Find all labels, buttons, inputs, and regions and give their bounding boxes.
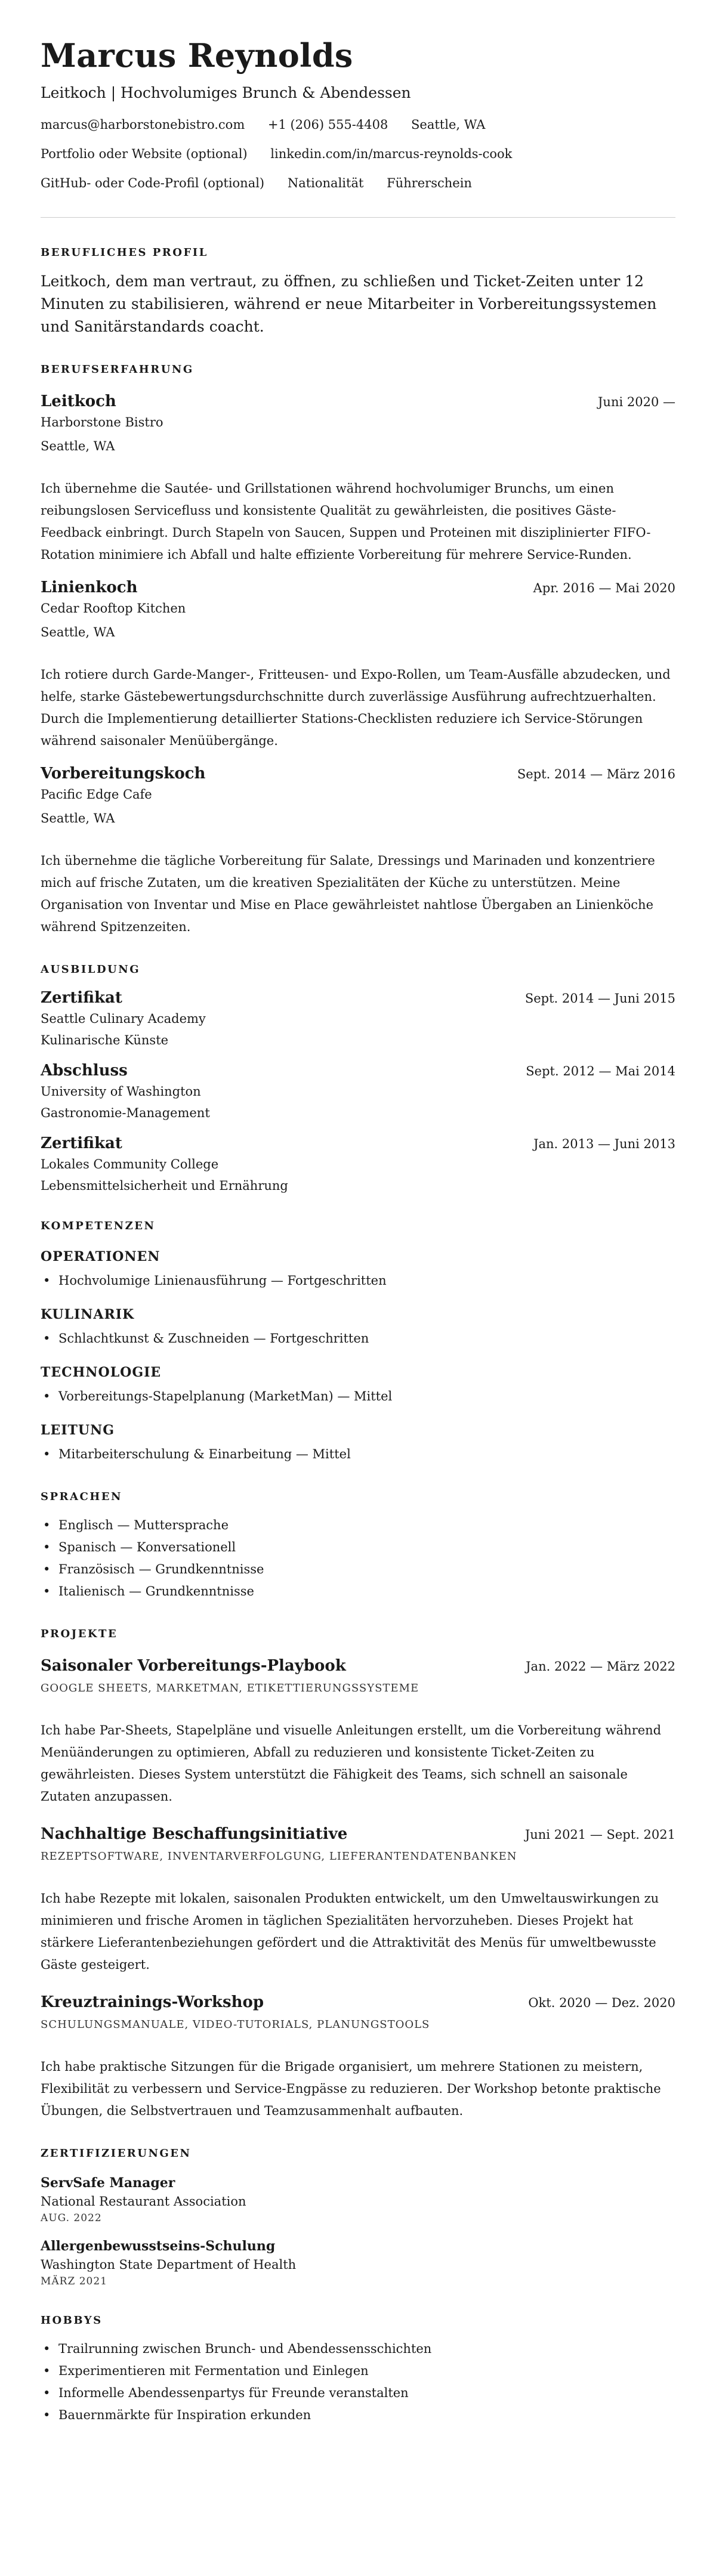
hobby-item: • Experimentieren mit Fermentation und Einlegen — [41, 2360, 675, 2382]
education-dates: Sept. 2014 — Juni 2015 — [524, 991, 675, 1006]
school-name: Seattle Culinary Academy — [41, 1012, 206, 1026]
skill-item: • Hochvolumige Linienausführung — Fortgeschritten — [41, 1270, 675, 1292]
contact-line-2 — [41, 145, 675, 163]
project-description: Ich habe Rezepte mit lokalen, saisonalen Produkten entwickelt, um den Umweltauswirkungen zu minimieren und frische Aromen in täglichen Spezialitäten hervorzuheben. Dieses Projekt hat stärkere Lieferantenbeziehungen gefördert und die Attraktivität des Menüs für umweltbewusste Gäste gesteigert. — [41, 1891, 659, 1972]
certification-date: MÄRZ 2021 — [41, 2275, 107, 2287]
education-entry — [41, 987, 675, 1049]
hobbies-heading: HOBBYS — [41, 2314, 103, 2327]
job-description: Ich übernehme die Sautée- und Grillstationen während hochvolumiger Brunchs, um einen reibungslosen Servicefluss und konsistente Qualität zu gewährleisten, die positives Gäste-Feedback einbringt. Durch Stapeln von Saucen, Suppen und Proteinen mit disziplinierter FIFO-Rotation minimiere ich Abfall und halte effiziente Vorbereitung für mehrere Service-Runden. — [41, 481, 651, 562]
project-title: Saisonaler Vorbereitungs-Playbook — [41, 1657, 346, 1675]
contact-email[interactable]: marcus@harborstonebistro.com — [41, 117, 245, 132]
skill-group — [41, 1363, 675, 1408]
profile-text: Leitkoch, dem man vertraut, zu öffnen, zu schließen und Ticket-Zeiten unter 12 Minuten zu stabilisieren, während er neue Mitarbeiter in Vorbereitungssystemen und Sanitärstandards coacht. — [41, 273, 657, 335]
hobbies-section — [41, 2313, 675, 2426]
job-company: Cedar Rooftop Kitchen — [41, 601, 186, 616]
certifications-section — [41, 2146, 675, 2289]
school-name: University of Washington — [41, 1084, 201, 1099]
hobby-item: • Trailrunning zwischen Brunch- und Abendessensschichten — [41, 2338, 675, 2360]
study-field: Lebensmittelsicherheit und Ernährung — [41, 1179, 288, 1193]
experience-entry — [41, 577, 675, 752]
job-description: Ich übernehme die tägliche Vorbereitung für Salate, Dressings und Marinaden und konzentriere mich auf frische Zutaten, um die kreativen Spezialitäten der Küche zu unterstützen. Meine Organisation von Inventar und Mise en Place gewährleistet nahtlose Übergaben an Linienköche während Spitzenzeiten. — [41, 853, 655, 934]
contact-linkedin[interactable]: linkedin.com/in/marcus-reynolds-cook — [270, 147, 513, 161]
education-dates: Jan. 2013 — Juni 2013 — [533, 1137, 675, 1151]
skill-group — [41, 1421, 675, 1465]
job-location: Seattle, WA — [41, 439, 115, 453]
project-entry — [41, 1991, 675, 2122]
skill-group-title: LEITUNG — [41, 1422, 115, 1438]
hobby-item: • Informelle Abendessenpartys für Freunde veranstalten — [41, 2382, 675, 2404]
certification-entry — [41, 2237, 675, 2289]
job-location: Seattle, WA — [41, 625, 115, 639]
job-dates: Sept. 2014 — März 2016 — [517, 767, 675, 781]
languages-section — [41, 1489, 675, 1603]
contact-phone[interactable]: +1 (206) 555-4408 — [267, 117, 388, 132]
skill-group-title: TECHNOLOGIE — [41, 1365, 162, 1380]
project-dates: Okt. 2020 — Dez. 2020 — [528, 1996, 675, 2010]
study-field: Gastronomie-Management — [41, 1106, 210, 1120]
candidate-tagline: Leitkoch | Hochvolumiges Brunch & Abendessen — [41, 84, 411, 101]
contact-github[interactable]: GitHub- oder Code-Profil (optional) — [41, 176, 265, 190]
certifications-heading: ZERTIFIZIERUNGEN — [41, 2147, 192, 2160]
project-tech: GOOGLE SHEETS, MARKETMAN, ETIKETTIERUNGSSYSTEME — [41, 1682, 419, 1694]
project-description: Ich habe praktische Sitzungen für die Brigade organisiert, um mehrere Stationen zu meistern, Flexibilität zu verbessern und Service-Engpässe zu reduzieren. Der Workshop betonte praktische Übungen, die Selbstvertrauen und Teamzusammenhalt aufbauten. — [41, 2059, 661, 2118]
job-location: Seattle, WA — [41, 811, 115, 825]
profile-section — [41, 245, 675, 338]
study-field: Kulinarische Künste — [41, 1033, 169, 1047]
project-entry — [41, 1655, 675, 1808]
skill-item: • Schlachtkunst & Zuschneiden — Fortgeschritten — [41, 1328, 675, 1350]
certification-date: AUG. 2022 — [41, 2212, 102, 2224]
contact-portfolio[interactable]: Portfolio oder Website (optional) — [41, 147, 248, 161]
project-title: Kreuztrainings-Workshop — [41, 1993, 264, 2011]
skill-group-title: KULINARIK — [41, 1307, 135, 1322]
job-title: Leitkoch — [41, 392, 116, 410]
contact-nationality: Nationalität — [287, 176, 364, 190]
degree-title: Zertifikat — [41, 989, 122, 1007]
experience-entry — [41, 763, 675, 938]
certification-name: Allergenbewusstseins-Schulung — [41, 2238, 276, 2254]
language-item: • Englisch — Muttersprache — [41, 1514, 675, 1536]
header-divider — [41, 217, 675, 218]
job-dates: Juni 2020 — — [598, 395, 675, 409]
degree-title: Zertifikat — [41, 1134, 122, 1152]
certification-name: ServSafe Manager — [41, 2175, 175, 2191]
contact-line-3 — [41, 174, 675, 192]
contact-license: Führerschein — [387, 176, 472, 190]
skills-section — [41, 1219, 675, 1465]
job-title: Linienkoch — [41, 579, 138, 596]
job-title: Vorbereitungskoch — [41, 765, 206, 783]
experience-entry — [41, 391, 675, 566]
project-description: Ich habe Par-Sheets, Stapelpläne und visuelle Anleitungen erstellt, um die Vorbereitung während Menüänderungen zu optimieren, Abfall zu reduzieren und konsistente Ticket-Zeiten zu gewährleisten. Dieses System unterstützt die Fähigkeit des Teams, sich schnell an saisonale Zutaten anzupassen. — [41, 1723, 662, 1804]
experience-section — [41, 362, 675, 938]
education-entry — [41, 1060, 675, 1122]
project-dates: Juni 2021 — Sept. 2021 — [524, 1827, 675, 1842]
profile-heading: BERUFLICHES PROFIL — [41, 246, 208, 259]
project-entry — [41, 1823, 675, 1976]
job-dates: Apr. 2016 — Mai 2020 — [533, 581, 675, 595]
education-section — [41, 962, 675, 1195]
project-title: Nachhaltige Beschaffungsinitiative — [41, 1825, 348, 1843]
contact-location: Seattle, WA — [411, 117, 486, 132]
education-heading: AUSBILDUNG — [41, 963, 141, 976]
language-item: • Spanisch — Konversationell — [41, 1536, 675, 1558]
school-name: Lokales Community College — [41, 1157, 219, 1171]
education-entry — [41, 1133, 675, 1195]
contact-line-1 — [41, 116, 675, 134]
job-description: Ich rotiere durch Garde-Manger-, Fritteusen- und Expo-Rollen, um Team-Ausfälle abzudecken, und helfe, starke Gästebewertungsdurchschnitte durch zuverlässige Ausführung aufrechtzuerhalten. Durch die Implementierung detaillierter Stations-Checklisten reduziere ich Service-Störungen während saisonaler Menüübergänge. — [41, 667, 671, 748]
job-company: Pacific Edge Cafe — [41, 787, 152, 802]
language-item: • Italienisch — Grundkenntnisse — [41, 1581, 675, 1603]
skill-group — [41, 1247, 675, 1292]
certification-issuer: Washington State Department of Health — [41, 2258, 297, 2272]
skill-item: • Mitarbeiterschulung & Einarbeitung — Mittel — [41, 1443, 675, 1465]
skills-heading: KOMPETENZEN — [41, 1220, 156, 1232]
languages-heading: SPRACHEN — [41, 1490, 122, 1503]
education-dates: Sept. 2012 — Mai 2014 — [526, 1064, 675, 1078]
projects-section — [41, 1626, 675, 2122]
language-item: • Französisch — Grundkenntnisse — [41, 1558, 675, 1581]
degree-title: Abschluss — [41, 1062, 128, 1080]
certification-entry — [41, 2173, 675, 2226]
project-tech: SCHULUNGSMANUALE, VIDEO-TUTORIALS, PLANUNGSTOOLS — [41, 2018, 430, 2031]
project-dates: Jan. 2022 — März 2022 — [526, 1659, 675, 1674]
job-company: Harborstone Bistro — [41, 415, 163, 429]
projects-heading: PROJEKTE — [41, 1628, 118, 1640]
skill-group — [41, 1305, 675, 1350]
candidate-name: Marcus Reynolds — [41, 36, 353, 75]
skill-group-title: OPERATIONEN — [41, 1249, 161, 1264]
certification-issuer: National Restaurant Association — [41, 2194, 246, 2209]
skill-item: • Vorbereitungs-Stapelplanung (MarketMan) — Mittel — [41, 1386, 675, 1408]
experience-heading: BERUFSERFAHRUNG — [41, 363, 194, 376]
hobby-item: • Bauernmärkte für Inspiration erkunden — [41, 2404, 675, 2426]
project-tech: REZEPTSOFTWARE, INVENTARVERFOLGUNG, LIEFERANTENDATENBANKEN — [41, 1850, 517, 1863]
